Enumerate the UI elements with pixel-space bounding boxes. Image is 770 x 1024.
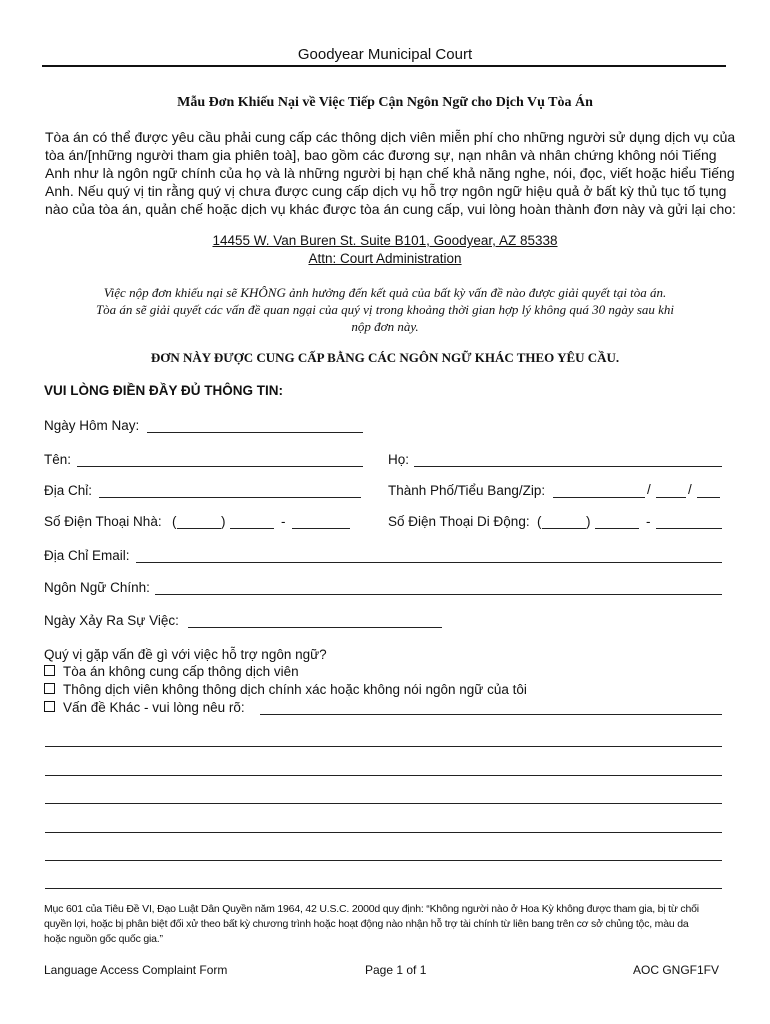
option-other[interactable]: [44, 700, 245, 715]
header-divider: [42, 65, 726, 67]
home-phone-area-field[interactable]: [177, 514, 221, 529]
option-label: Vấn đề Khác - vui lòng nêu rõ:: [63, 700, 245, 715]
footer-page-number: Page 1 of 1: [365, 963, 427, 977]
footer-form-name: Language Access Complaint Form: [44, 963, 228, 977]
separator-dash: -: [646, 514, 651, 529]
home-phone-line-field[interactable]: [292, 514, 350, 529]
intro-line: Anh. Nếu quý vị tin rằng quý vị chưa được cung cấp dịch vụ hỗ trợ ngôn ngữ hiệu quả ở bất kỳ thủ tục tố tụng: [45, 183, 727, 199]
intro-line: tòa án/[những người tham gia phiên toà], bao gồm các đương sự, nạn nhân và nhân chứng không nói Tiếng: [45, 147, 717, 163]
filing-notice: [60, 284, 710, 335]
first-name-label: Tên:: [44, 452, 72, 467]
email-field[interactable]: [136, 548, 722, 563]
checkbox[interactable]: [44, 665, 55, 676]
other-explanation-field[interactable]: [260, 700, 722, 715]
notice-line: Tòa án sẽ giải quyết các vấn đề quan ngại của quý vị trong khoảng thời gian hợp lý không quá 30 ngày sau khi: [95, 302, 675, 317]
mailing-address: 14455 W. Van Buren St. Suite B101, Goodyear, AZ 85338: [212, 233, 558, 248]
separator-dash: -: [281, 514, 286, 529]
writing-line[interactable]: [45, 832, 722, 833]
option-no-interpreter[interactable]: [44, 664, 299, 679]
language-field[interactable]: [155, 580, 722, 595]
area-code-paren: ): [221, 514, 226, 529]
last-name-label: Họ:: [388, 452, 410, 467]
separator-slash: /: [688, 482, 692, 497]
notice-line: nộp đơn này.: [351, 319, 419, 334]
home-phone-prefix-field[interactable]: [230, 514, 274, 529]
intro-line: nào của tòa án, quản chế hoặc dịch vụ khác được tòa án cung cấp, vui lòng hoàn thành đơn này và gửi lại cho:: [45, 201, 736, 217]
city-field[interactable]: [553, 483, 645, 498]
footnote-line: hoặc nguồn gốc quốc gia.”: [44, 933, 163, 945]
court-name: Goodyear Municipal Court: [297, 46, 473, 63]
writing-line[interactable]: [45, 860, 722, 861]
email-label: Địa Chỉ Email:: [44, 548, 130, 563]
last-name-field[interactable]: [414, 452, 722, 467]
zip-field[interactable]: [697, 483, 720, 498]
intro-line: Anh như là ngôn ngữ chính của họ và là những người bị hạn chế khả năng nghe, nói, đọc, viết hoặc hiểu Tiếng: [45, 165, 735, 181]
writing-line[interactable]: [45, 775, 722, 776]
mobile-phone-area-field[interactable]: [542, 514, 586, 529]
mobile-phone-line-field[interactable]: [656, 514, 722, 529]
language-label: Ngôn Ngữ Chính:: [44, 580, 150, 595]
today-label: Ngày Hôm Nay:: [44, 418, 140, 433]
area-code-paren: ): [586, 514, 591, 529]
civil-rights-footnote: [44, 902, 734, 947]
area-code-paren: (: [537, 514, 542, 529]
notice-line: Việc nộp đơn khiếu nại sẽ KHÔNG ảnh hưởng đến kết quả của bất kỳ vấn đề nào được giải quyết tại tòa án.: [103, 285, 667, 300]
checkbox[interactable]: [44, 701, 55, 712]
footnote-line: Mục 601 của Tiêu Đề VI, Đạo Luật Dân Quyền năm 1964, 42 U.S.C. 2000d quy định: “Không người nào ở Hoa Kỳ không được tham gia, bị từ chối: [44, 903, 699, 915]
today-field[interactable]: [147, 418, 363, 433]
mailing-attention: Attn: Court Administration: [308, 251, 462, 266]
area-code-paren: (: [172, 514, 177, 529]
checkbox[interactable]: [44, 683, 55, 694]
fill-in-heading: VUI LÒNG ĐIỀN ĐẦY ĐỦ THÔNG TIN:: [44, 383, 284, 398]
mobile-phone-label: Số Điện Thoại Di Động:: [388, 514, 530, 529]
city-state-zip-label: Thành Phố/Tiểu Bang/Zip:: [388, 483, 546, 498]
footer-form-code: AOC GNGF1FV: [633, 963, 720, 977]
writing-line[interactable]: [45, 746, 722, 747]
writing-line[interactable]: [45, 803, 722, 804]
footnote-line: quyền lợi, hoặc bị phân biệt đối xử theo bất kỳ chương trình hoặc hoạt động nào nhận hỗ trợ tài chính từ liên bang trên cơ sở chủng tộc, màu da: [44, 918, 689, 930]
address-field[interactable]: [99, 483, 361, 498]
incident-date-label: Ngày Xảy Ra Sự Việc:: [44, 613, 179, 628]
language-availability-notice: ĐƠN NÀY ĐƯỢC CUNG CẤP BẰNG CÁC NGÔN NGỮ KHÁC THEO YÊU CẦU.: [150, 350, 620, 365]
mobile-phone-prefix-field[interactable]: [595, 514, 639, 529]
option-inaccurate-interpreter[interactable]: [44, 682, 527, 697]
intro-paragraph: [45, 128, 735, 218]
incident-date-field[interactable]: [188, 613, 442, 628]
form-title: Mẫu Đơn Khiếu Nại về Việc Tiếp Cận Ngôn Ngữ cho Dịch Vụ Tòa Án: [177, 95, 593, 110]
home-phone-label: Số Điện Thoại Nhà:: [44, 514, 162, 529]
first-name-field[interactable]: [77, 452, 363, 467]
state-field[interactable]: [656, 483, 686, 498]
option-label: Tòa án không cung cấp thông dịch viên: [63, 664, 299, 679]
separator-slash: /: [647, 482, 651, 497]
writing-line[interactable]: [45, 888, 722, 889]
address-label: Địa Chỉ:: [44, 483, 93, 498]
option-label: Thông dịch viên không thông dịch chính xác hoặc không nói ngôn ngữ của tôi: [63, 682, 527, 697]
intro-line: Tòa án có thể được yêu cầu phải cung cấp các thông dịch viên miễn phí cho những người sử dụng dịch vụ của: [45, 129, 736, 145]
question-label: Quý vị gặp vấn đề gì với việc hỗ trợ ngôn ngữ?: [44, 647, 327, 662]
